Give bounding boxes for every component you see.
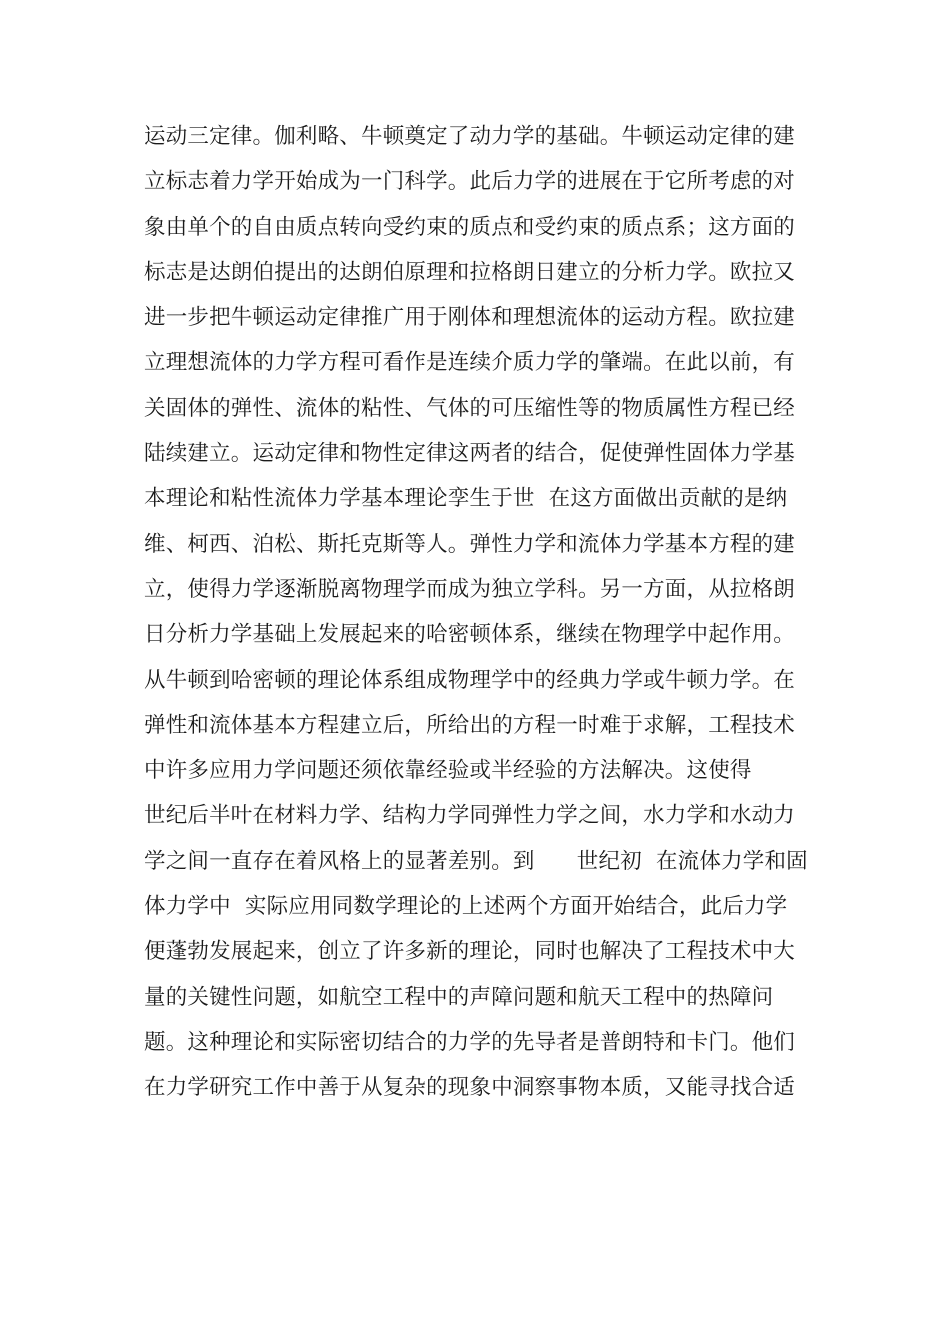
text-line: 便蓬勃发展起来，创立了许多新的理论，同时也解决了工程技术中大	[144, 939, 796, 965]
text-line: 关固体的弹性、流体的粘性、气体的可压缩性等的物质属性方程已经	[144, 395, 796, 421]
text-line: 在力学研究工作中善于从复杂的现象中洞察事物本质，又能寻找合适	[144, 1075, 796, 1101]
text-line: 进一步把牛顿运动定律推广用于刚体和理想流体的运动方程。欧拉建	[144, 305, 796, 331]
text-line: 标志是达朗伯提出的达朗伯原理和拉格朗日建立的分析力学。欧拉又	[144, 259, 796, 285]
body-text	[144, 114, 824, 1111]
text-line: 题。这种理论和实际密切结合的力学的先导者是普朗特和卡门。他们	[144, 1029, 796, 1055]
text-line: 陆续建立。运动定律和物性定律这两者的结合，促使弹性固体力学基	[144, 441, 796, 467]
text-line: 量的关键性问题，如航空工程中的声障问题和航天工程中的热障问	[144, 984, 774, 1010]
text-line: 日分析力学基础上发展起来的哈密顿体系，继续在物理学中起作用。	[144, 622, 796, 648]
text-line: 立标志着力学开始成为一门科学。此后力学的进展在于它所考虑的对	[144, 169, 796, 195]
text-line: 弹性和流体基本方程建立后，所给出的方程一时难于求解，工程技术	[144, 712, 796, 738]
text-line: 中许多应用力学问题还须依靠经验或半经验的方法解决。这使得	[144, 758, 752, 784]
text-line: 立，使得力学逐渐脱离物理学而成为独立学科。另一方面，从拉格朗	[144, 576, 796, 602]
text-line: 运动三定律。伽利略、牛顿奠定了动力学的基础。牛顿运动定律的建	[144, 124, 796, 149]
text-line: 从牛顿到哈密顿的理论体系组成物理学中的经典力学或牛顿力学。在	[144, 667, 796, 693]
text-line: 学之间一直存在着风格上的显著差别。到 世纪初 在流体力学和固	[144, 848, 808, 874]
text-line: 象由单个的自由质点转向受约束的质点和受约束的质点系；这方面的	[144, 214, 796, 240]
text-line: 体力学中 实际应用同数学理论的上述两个方面开始结合，此后力学	[144, 894, 788, 920]
text-line: 本理论和粘性流体力学基本理论孪生于世 在这方面做出贡献的是纳	[144, 486, 788, 512]
text-line: 立理想流体的力学方程可看作是连续介质力学的肇端。在此以前，有	[144, 350, 796, 376]
text-line: 维、柯西、泊松、斯托克斯等人。弹性力学和流体力学基本方程的建	[144, 531, 796, 557]
text-line: 世纪后半叶在材料力学、结构力学同弹性力学之间，水力学和水动力	[144, 803, 796, 829]
